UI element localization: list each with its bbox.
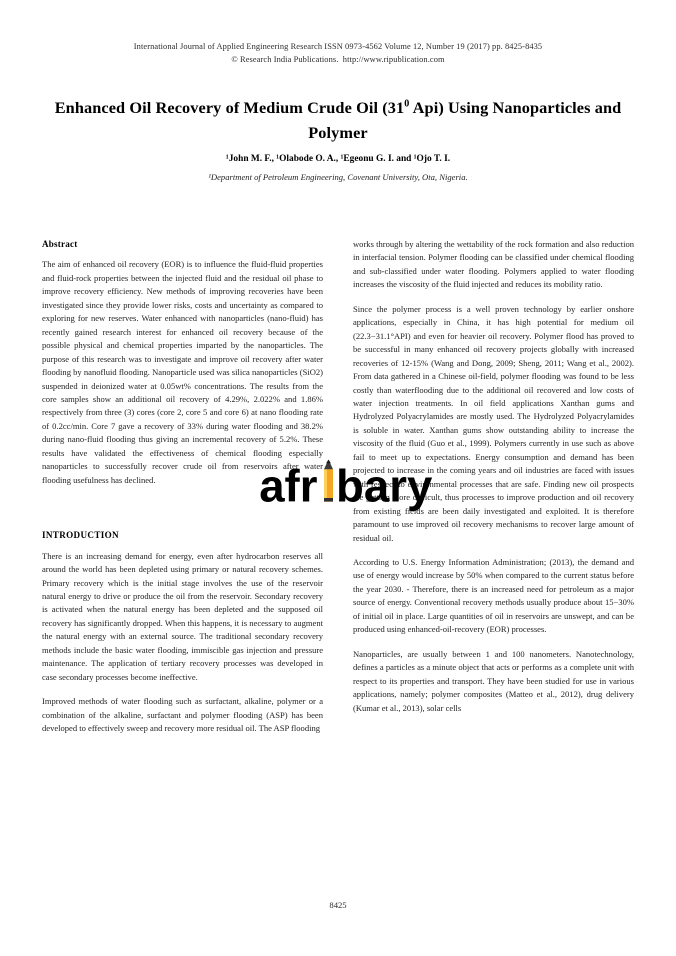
right-paragraph-3: According to U.S. Energy Information Administration; (2013), the demand and use of energy would increase by 50% when compared to the current status before the year 2030. - Therefore, there is an increased need for petroleum as a major source of energy. Conventional recovery methods usually produce about 15−30% of initial oil in place. Large quantities of oil in reservoirs are unswept, and can be produced using enhanced-oil-recovery (EOR) processes. — [353, 556, 634, 635]
pencil-icon — [324, 460, 333, 502]
title-part-1: Enhanced Oil Recovery of Medium Crude Oil (31 — [54, 97, 405, 117]
abstract-paragraph: The aim of enhanced oil recovery (EOR) is to influence the fluid-fluid properties and fluid-rock properties between the injected fluid and the residual oil phase to improve recovery efficiency. New methods of improving recoveries have been investigated since they provide lower risks, costs and uncertainty as compared to exploring for new reserves. Water enhanced with nanoparticles (nano-fluid) has recently gained research interest for enhanced oil recovery because of the possible physical and chemical properties imparted by the nanoparticles. The purpose of this research was to investigate and improve oil recovery after water flooding by nanofluid flooding. Nanoparticle used was silica nanoparticles (SiO2) suspended in deionized water at 0.05wt% concentrations. The results from the core samples show an additional oil recovery of 4.29%, 2.022% and 1.86% respectively from three (3) cores (core 2, core 5 and core 6) at nano flooding rate of 0.2cc/min. Core 7 gave a recovery of 33% during water flooding and 38.2% during nano-fluid flooding thus giving an incremental recovery of 5.2%. These results have validated the effectiveness of chemical flooding especially nanoparticles to successfully recover crude oil from reservoirs after water flooding usefulness has declined. — [42, 259, 323, 485]
introduction-paragraph-2: Improved methods of water flooding such as surfactant, alkaline, polymer or a combination of the alkaline, surfactant and polymer flooding (ASP) has been developed to effectively sweep and recovery more residual oil. The ASP flooding — [42, 696, 323, 734]
abstract-heading: Abstract — [42, 239, 78, 249]
title-degree-superscript: 0 — [404, 98, 410, 110]
right-paragraph-4: Nanoparticles, are usually between 1 and 100 nanometers. Nanotechnology, defines a particles as a minute object that acts or performs as a complete unit with respect to its properties and transport. They have been studied for use in various applications, namely; polymer composites (Matteo et al., 2012), drug delivery (Kumar et al., 2013), solar cells — [353, 648, 634, 713]
right-paragraph-2: Since the polymer process is a well proven technology by earlier onshore applications, especially in China, it has high potential for medium oil (22.3−31.1°API) and even for heavier oil recovery. Polymer flood has proved to be successful in many enhanced oil recovery projects globally with increased recoveries of 12-15% (Wang and Dong, 2009; Sheng, 2011; Wang et al., 2002). From data gathered in a Chinese oil-field, polymer flooding was found to be less costly than waterflooding due to the additional oil recovered and low costs of water injection treatments. In oil field applications Xanthan gums and Hydrolyzed Polyacrylamides are mostly used. The Hydrolyzed Polyacrylamides is soluble in water. Xanthan gums show outstanding ability to increase the viscosity of the fluid (Guo et al., 1999). Polymers currently in use such as above fail to meet up to expectations. Energy consumption and demand has been projected to increase in the coming years and oil industries are faced with issues with respect to environmental processes that are safe. Finding new oil prospects are getting more difficult, thus processes to improve production and oil recovery from existing fields are been daily investigated and exploited. It is therefore paramount to use improved oil recovery mechanisms to recover large amount of residual oil. — [353, 303, 634, 543]
page-number: 8425 — [329, 900, 347, 910]
right-paragraph-1: works through by altering the wettability of the rock formation and also reduction in interfacial tension. Polymer flooding can be classified under chemical flooding and sub-classified under water flooding. Polymers applied to water flooding increases the viscosity of the fluid injected and reduces its mobility ratio. — [353, 239, 634, 290]
page-title — [40, 95, 636, 145]
journal-running-head — [40, 40, 636, 66]
author-list: ¹John M. F., ¹Olabode O. A., ¹Egeonu G. I. and ¹Ojo T. I. — [225, 154, 451, 164]
right-text-column — [353, 238, 634, 715]
left-text-column — [42, 238, 323, 736]
journal-header-line-2: © Research India Publications. http://www.ripublication.com — [231, 55, 445, 64]
title-part-2: Api) Using Nanoparticles and Polymer — [308, 97, 622, 142]
watermark-text-left: afr — [259, 460, 318, 512]
introduction-heading: INTRODUCTION — [42, 530, 119, 541]
watermark-text-right: bary — [336, 460, 433, 512]
journal-header-line-1: International Journal of Applied Engineering Research ISSN 0973-4562 Volume 12, Number 19 (2017) pp. 8425-8435 — [133, 42, 543, 51]
section-spacer — [42, 498, 323, 529]
author-affiliation: ¹Department of Petroleum Engineering, Covenant University, Ota, Nigeria. — [208, 172, 468, 182]
introduction-paragraph-1: There is an increasing demand for energy, even after hydrocarbon reserves all around the world has been depleted using primary or natural recovery schemes. Primary recovery which is the initial stage involves the use of the reservoir natural energy to drive or produce the oil from the reservoir. Secondary recovery is activated when the natural energy has been depleted and the supposed oil recovery has significantly dropped. When this happens, it is necessary to augment the natural energy with an external source. The traditional secondary recovery methods include the basic water flooding, immiscible gas injection and pressure maintenance. The application of tertiary recovery processes was developed in case secondary processes become ineffective. — [42, 550, 323, 682]
